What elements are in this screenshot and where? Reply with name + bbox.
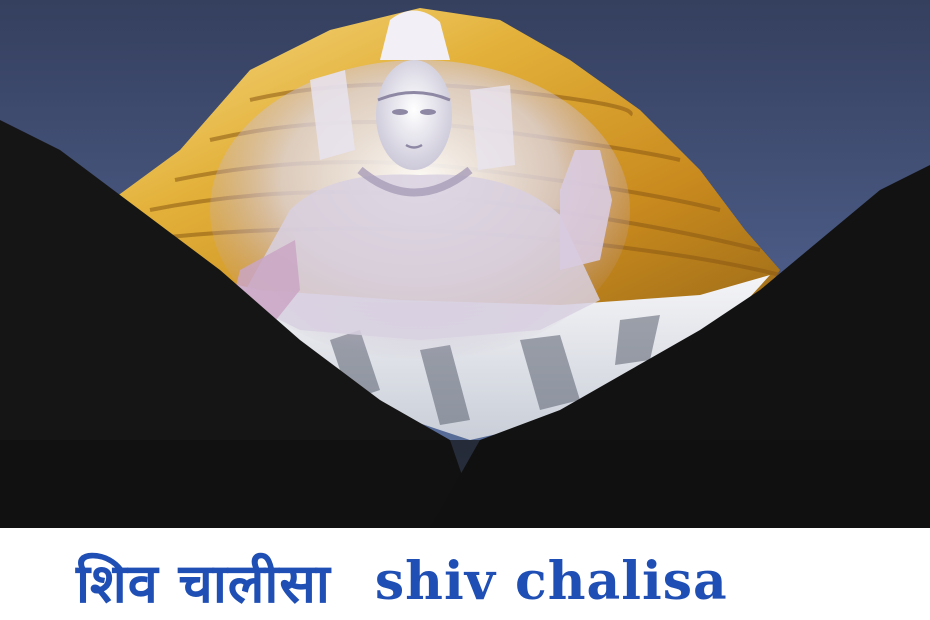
hindi-title: शिव चालीसा bbox=[76, 552, 331, 615]
english-title: shiv chalisa bbox=[374, 550, 728, 612]
caption-title bbox=[76, 546, 728, 616]
valley-floor bbox=[0, 440, 930, 528]
caption-bar bbox=[0, 528, 930, 620]
